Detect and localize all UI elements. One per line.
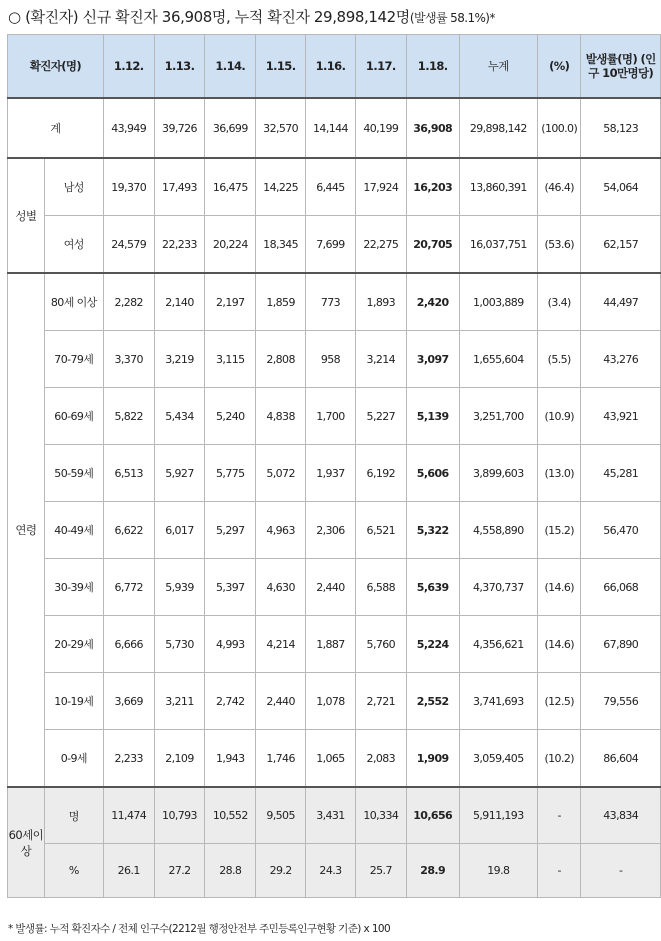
table-cell: 1,909: [406, 730, 459, 788]
table-cell: 1,893: [355, 273, 406, 331]
header-cell: 1.18.: [406, 35, 459, 99]
table-cell: 5,939: [154, 559, 205, 616]
header-cell: 확진자(명): [8, 35, 104, 99]
table-cell: 4,630: [256, 559, 306, 616]
table-cell: 4,558,890: [459, 502, 537, 559]
table-cell: (10.2): [537, 730, 580, 788]
table-cell: 5,639: [406, 559, 459, 616]
table-cell: 39,726: [154, 98, 205, 158]
table-cell: 16,037,751: [459, 216, 537, 274]
table-cell: 5,927: [154, 445, 205, 502]
header-cell: 1.15.: [256, 35, 306, 99]
table-cell: 56,470: [581, 502, 661, 559]
table-cell: 29.2: [256, 844, 306, 898]
table-cell: 1,700: [306, 388, 356, 445]
header-cell: 누계: [459, 35, 537, 99]
table-cell: 54,064: [581, 158, 661, 216]
table-cell: 24,579: [103, 216, 154, 274]
table-cell: 6,445: [306, 158, 356, 216]
table-cell: 86,604: [581, 730, 661, 788]
table-cell: (3.4): [537, 273, 580, 331]
table-cell: 2,306: [306, 502, 356, 559]
table-cell: 17,493: [154, 158, 205, 216]
table-row: [8, 844, 661, 898]
table-cell: 3,251,700: [459, 388, 537, 445]
table-cell: 3,370: [103, 331, 154, 388]
table-cell: 5,434: [154, 388, 205, 445]
table-body: [8, 98, 661, 898]
table-cell: 773: [306, 273, 356, 331]
table-cell: 5,397: [205, 559, 256, 616]
table-row: [8, 787, 661, 844]
table-cell: 14,144: [306, 98, 356, 158]
table-cell: (5.5): [537, 331, 580, 388]
table-cell: 6,513: [103, 445, 154, 502]
table-row: [8, 331, 661, 388]
table-cell: 19,370: [103, 158, 154, 216]
table-row: [8, 616, 661, 673]
table-cell: 5,240: [205, 388, 256, 445]
table-cell: (14.6): [537, 616, 580, 673]
table-cell: 2,721: [355, 673, 406, 730]
table-cell: 3,219: [154, 331, 205, 388]
table-cell: (10.9): [537, 388, 580, 445]
table-cell: 4,370,737: [459, 559, 537, 616]
table-cell: 13,860,391: [459, 158, 537, 216]
table-cell: 3,214: [355, 331, 406, 388]
table-cell: 22,275: [355, 216, 406, 274]
table-cell: 67,890: [581, 616, 661, 673]
table-cell: 3,059,405: [459, 730, 537, 788]
table-cell: 5,224: [406, 616, 459, 673]
table-cell: 28.8: [205, 844, 256, 898]
header-cell: 1.17.: [355, 35, 406, 99]
table-cell: 40,199: [355, 98, 406, 158]
table-cell: 5,730: [154, 616, 205, 673]
table-cell: 25.7: [355, 844, 406, 898]
table-cell: (14.6): [537, 559, 580, 616]
table-cell: 36,908: [406, 98, 459, 158]
table-cell: 1,003,889: [459, 273, 537, 331]
table-cell: 2,233: [103, 730, 154, 788]
table-cell: 11,474: [103, 787, 154, 844]
row-label: 20-29세: [44, 616, 103, 673]
table-cell: 17,924: [355, 158, 406, 216]
table-cell: 4,838: [256, 388, 306, 445]
table-row: [8, 559, 661, 616]
table-cell: 26.1: [103, 844, 154, 898]
circle-bullet-icon: ○: [8, 8, 21, 26]
table-cell: 2,742: [205, 673, 256, 730]
table-cell: 1,078: [306, 673, 356, 730]
table-cell: 2,552: [406, 673, 459, 730]
row-label: 40-49세: [44, 502, 103, 559]
table-cell: 6,772: [103, 559, 154, 616]
table-cell: 18,345: [256, 216, 306, 274]
table-row: [8, 98, 661, 158]
table-cell: 79,556: [581, 673, 661, 730]
row-label: 명: [44, 787, 103, 844]
table-cell: 1,746: [256, 730, 306, 788]
header-cell: 발생률(명) (인구 10만명당): [581, 35, 661, 99]
table-cell: 958: [306, 331, 356, 388]
table-cell: 4,214: [256, 616, 306, 673]
table-cell: 10,656: [406, 787, 459, 844]
table-cell: 2,440: [306, 559, 356, 616]
table-cell: 16,475: [205, 158, 256, 216]
row-label: 10-19세: [44, 673, 103, 730]
table-cell: 62,157: [581, 216, 661, 274]
table-cell: 10,334: [355, 787, 406, 844]
table-cell: 1,937: [306, 445, 356, 502]
table-cell: (12.5): [537, 673, 580, 730]
header-cell: (%): [537, 35, 580, 99]
table-cell: 6,622: [103, 502, 154, 559]
table-cell: 1,887: [306, 616, 356, 673]
table-cell: 3,741,693: [459, 673, 537, 730]
table-cell: 29,898,142: [459, 98, 537, 158]
table-cell: 4,356,621: [459, 616, 537, 673]
table-row: [8, 388, 661, 445]
table-row: [8, 445, 661, 502]
table-cell: 5,775: [205, 445, 256, 502]
table-cell: 2,808: [256, 331, 306, 388]
table-cell: 3,211: [154, 673, 205, 730]
table-cell: (46.4): [537, 158, 580, 216]
table-cell: 32,570: [256, 98, 306, 158]
row-label: 여성: [44, 216, 103, 274]
table-cell: 3,899,603: [459, 445, 537, 502]
header-cell: 1.14.: [205, 35, 256, 99]
table-cell: 5,760: [355, 616, 406, 673]
table-cell: 2,140: [154, 273, 205, 331]
table-cell: 4,963: [256, 502, 306, 559]
table-cell: 2,440: [256, 673, 306, 730]
table-cell: 16,203: [406, 158, 459, 216]
table-cell: 22,233: [154, 216, 205, 274]
table-cell: 1,859: [256, 273, 306, 331]
table-cell: 2,282: [103, 273, 154, 331]
table-cell: 6,192: [355, 445, 406, 502]
table-row: [8, 673, 661, 730]
table-row: [8, 216, 661, 274]
table-cell: 9,505: [256, 787, 306, 844]
table-cell: (100.0): [537, 98, 580, 158]
table-cell: 20,705: [406, 216, 459, 274]
group-label: 연령: [8, 273, 45, 787]
table-cell: 43,949: [103, 98, 154, 158]
table-cell: 3,115: [205, 331, 256, 388]
table-cell: 19.8: [459, 844, 537, 898]
row-label: 계: [8, 98, 104, 158]
table-cell: 6,521: [355, 502, 406, 559]
table-row: [8, 502, 661, 559]
table-cell: 5,072: [256, 445, 306, 502]
table-cell: 2,420: [406, 273, 459, 331]
table-cell: 28.9: [406, 844, 459, 898]
table-cell: 36,699: [205, 98, 256, 158]
group-label: 성별: [8, 158, 45, 273]
row-label: 50-59세: [44, 445, 103, 502]
page-title: [8, 6, 495, 27]
table-cell: 1,943: [205, 730, 256, 788]
table-cell: 58,123: [581, 98, 661, 158]
table-cell: 24.3: [306, 844, 356, 898]
table-cell: 2,109: [154, 730, 205, 788]
table-cell: 27.2: [154, 844, 205, 898]
header-cell: 1.16.: [306, 35, 356, 99]
table-cell: 4,993: [205, 616, 256, 673]
header-cell: 1.13.: [154, 35, 205, 99]
table-cell: 3,431: [306, 787, 356, 844]
table-row: [8, 158, 661, 216]
table-cell: 5,322: [406, 502, 459, 559]
row-label: 30-39세: [44, 559, 103, 616]
row-label: 80세 이상: [44, 273, 103, 331]
table-cell: 5,606: [406, 445, 459, 502]
table-row: [8, 730, 661, 788]
group-label: 60세이상: [8, 787, 45, 898]
row-label: 70-79세: [44, 331, 103, 388]
table-cell: (13.0): [537, 445, 580, 502]
row-label: 0-9세: [44, 730, 103, 788]
table-cell: 10,793: [154, 787, 205, 844]
table-cell: 43,921: [581, 388, 661, 445]
table-cell: 5,911,193: [459, 787, 537, 844]
row-label: 60-69세: [44, 388, 103, 445]
table-cell: 2,197: [205, 273, 256, 331]
table-row: [8, 273, 661, 331]
covid-cases-table: [7, 34, 661, 898]
header-row: [8, 35, 661, 99]
table-cell: 5,297: [205, 502, 256, 559]
table-cell: (15.2): [537, 502, 580, 559]
table-cell: 10,552: [205, 787, 256, 844]
table-cell: 3,669: [103, 673, 154, 730]
table-cell: 2,083: [355, 730, 406, 788]
table-cell: 3,097: [406, 331, 459, 388]
title-sub: (발생률 58.1%)*: [409, 11, 495, 25]
table-cell: 1,655,604: [459, 331, 537, 388]
title-main: (확진자) 신규 확진자 36,908명, 누적 확진자 29,898,142명: [25, 8, 410, 26]
table-cell: -: [537, 787, 580, 844]
table-cell: 7,699: [306, 216, 356, 274]
table-cell: 66,068: [581, 559, 661, 616]
table-cell: 43,276: [581, 331, 661, 388]
table-cell: -: [537, 844, 580, 898]
table-cell: 45,281: [581, 445, 661, 502]
table-cell: (53.6): [537, 216, 580, 274]
footnote: * 발생률: 누적 확진자수 / 전체 인구수(2212월 행정안전부 주민등록인구현황 기준) x 100: [8, 923, 391, 935]
table-cell: 5,227: [355, 388, 406, 445]
table-cell: 20,224: [205, 216, 256, 274]
table-cell: 6,666: [103, 616, 154, 673]
table-cell: 43,834: [581, 787, 661, 844]
table-cell: -: [581, 844, 661, 898]
row-label: 남성: [44, 158, 103, 216]
table-cell: 6,588: [355, 559, 406, 616]
table-cell: 5,822: [103, 388, 154, 445]
row-label: %: [44, 844, 103, 898]
header-cell: 1.12.: [103, 35, 154, 99]
table-cell: 14,225: [256, 158, 306, 216]
table-cell: 5,139: [406, 388, 459, 445]
table-cell: 1,065: [306, 730, 356, 788]
table-cell: 44,497: [581, 273, 661, 331]
table-cell: 6,017: [154, 502, 205, 559]
